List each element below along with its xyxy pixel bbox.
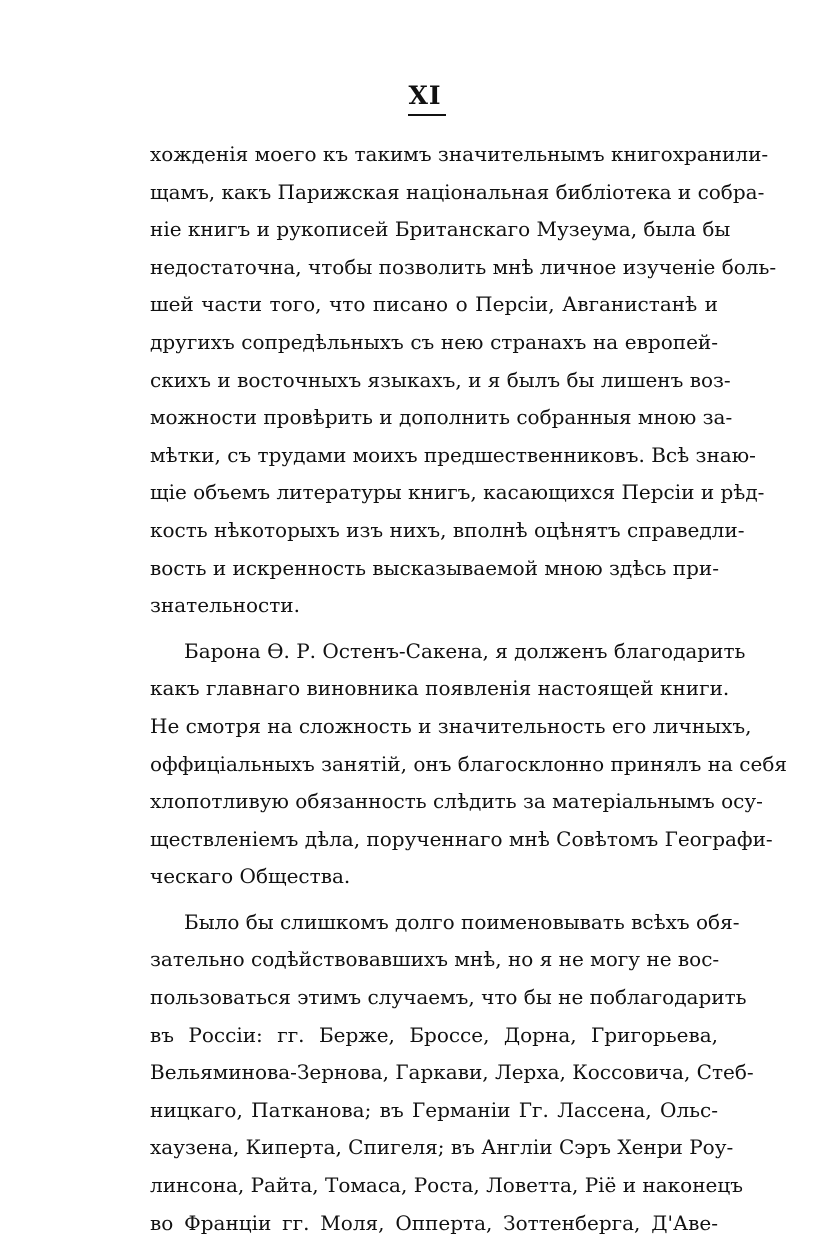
text-line: знательности. <box>150 593 300 618</box>
text-line: вость и искренность высказываемой мною здѣсь при- <box>150 555 719 580</box>
paragraph <box>150 633 788 896</box>
text-line: Было бы слишкомъ долго поименовывать всѣхъ обя- <box>184 909 740 934</box>
paragraph-gap <box>150 896 718 904</box>
text-line: другихъ сопредѣльныхъ съ нею странахъ на европей- <box>150 329 718 354</box>
text-line: недостаточна, чтобы позволить мнѣ личное изученіе боль- <box>150 254 777 279</box>
text-line: Барона Ѳ. Р. Остенъ-Сакена, я долженъ благодарить <box>184 638 746 663</box>
text-line: оффиціальныхъ занятій, онъ благосклонно принялъ на себя <box>150 751 788 776</box>
text-line: во Франціи гг. Моля, Опперта, Зоттенберга, Д'Аве- <box>150 1210 718 1235</box>
paragraph <box>150 904 754 1242</box>
text-line: хаузена, Киперта, Спигеля; въ Англіи Сэръ Хенри Роу- <box>150 1135 734 1160</box>
text-line: кость нѣкоторыхъ изъ нихъ, вполнѣ оцѣнятъ справедли- <box>150 517 745 542</box>
text-line: хожденія моего къ такимъ значительнымъ книгохранили- <box>150 142 769 166</box>
body-text <box>150 136 788 1242</box>
text-line: ницкаго, Патканова; въ Германіи Гг. Лассена, Ольс- <box>150 1097 718 1122</box>
text-line: линсона, Райта, Томаса, Роста, Ловетта, Ріё и наконецъ <box>150 1173 743 1198</box>
paragraph <box>150 136 777 625</box>
page-number-underline <box>408 114 446 116</box>
text-line: Не смотря на сложность и значительность его личныхъ, <box>150 713 752 738</box>
text-line: ніе книгъ и рукописей Британскаго Музеума, была бы <box>150 217 731 242</box>
text-line: можности провѣрить и дополнить собранныя мною за- <box>150 405 733 430</box>
text-line: ществленіемъ дѣла, порученнаго мнѣ Совѣтомъ Географи- <box>150 826 773 851</box>
text-line: щіе объемъ литературы книгъ, касающихся Персіи и рѣд- <box>150 480 765 505</box>
text-line: пользоваться этимъ случаемъ, что бы не поблагодарить <box>150 985 747 1010</box>
page-number: XI <box>408 81 442 110</box>
text-line: щамъ, какъ Парижская національная библіотека и собра- <box>150 179 765 204</box>
text-line: Вельяминова-Зернова, Гаркави, Лерха, Коссовича, Стеб- <box>150 1060 754 1085</box>
text-line: зательно содѣйствовавшихъ мнѣ, но я не могу не вос- <box>150 947 720 972</box>
text-line: въ Россіи: гг. Берже, Броссе, Дорна, Григорьева, <box>150 1022 718 1047</box>
text-line: ческаго Общества. <box>150 864 351 889</box>
text-line: шей части того, что писано о Персіи, Авганистанѣ и <box>150 292 718 317</box>
text-line: мѣтки, съ трудами моихъ предшественниковъ. Всѣ знаю- <box>150 442 756 467</box>
text-line: какъ главнаго виновника появленія настоящей книги. <box>150 676 730 701</box>
paragraph-gap <box>150 625 718 633</box>
text-line: хлопотливую обязанность слѣдить за матеріальнымъ осу- <box>150 789 763 814</box>
text-line: скихъ и восточныхъ языкахъ, и я былъ бы лишенъ воз- <box>150 367 731 392</box>
